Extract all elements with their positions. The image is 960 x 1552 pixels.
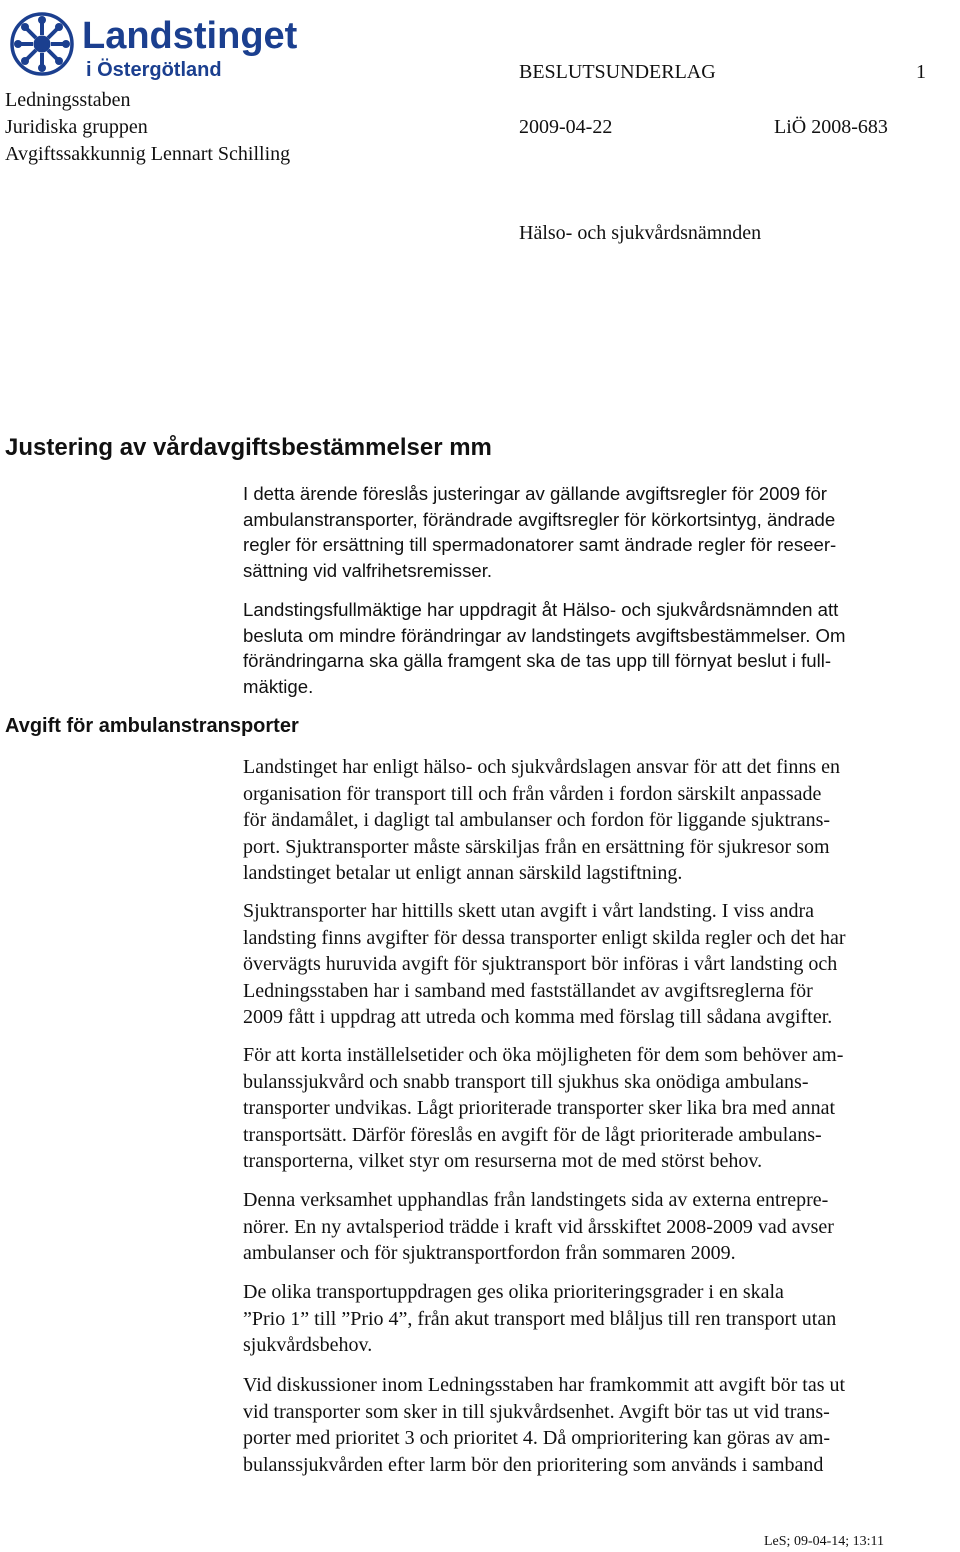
text-line: Landstinget har enligt hälso- och sjukvårdslagen ansvar för att det finns en (243, 756, 841, 778)
body-paragraph (243, 754, 959, 887)
intro-paragraph (243, 481, 959, 583)
page-number: 1 (916, 61, 926, 83)
text-line: förändringarna ska gälla framgent ska de tas upp till förnyat beslut i full- (243, 650, 832, 671)
intro-paragraph (243, 597, 959, 699)
body-paragraph (243, 1372, 959, 1478)
snowflake-emblem-icon (12, 14, 72, 74)
text-line: nörer. En ny avtalsperiod trädde i kraft vid årsskiftet 2008-2009 vad avser (243, 1215, 834, 1238)
text-line: ambulanstransporter, förändrade avgiftsregler för körkortsintyg, ändrade (243, 508, 836, 530)
text-line: regler för ersättning till spermadonatorer samt ändrade regler för reseer- (243, 534, 837, 555)
text-line: sättning vid valfrihetsremisser. (243, 559, 493, 581)
recipient: Hälso- och sjukvårdsnämnden (519, 222, 762, 244)
text-line: Denna verksamhet upphandlas från landstingets sida av externa entrepre- (243, 1189, 829, 1211)
text-line: ”Prio 1” till ”Prio 4”, från akut transport med blåljus till ren transport utan (243, 1307, 837, 1330)
text-line: De olika transportuppdragen ges olika prioriteringsgrader i en skala (243, 1281, 784, 1303)
footer-stamp: LeS; 09-04-14; 13:11 (764, 1534, 885, 1549)
text-line: landstinget betalar ut enligt annan särskild lagstiftning. (243, 862, 683, 884)
section-heading: Avgift för ambulanstransporter (5, 715, 299, 737)
text-line: transportsätt. Därför föreslås en avgift för de lågt prioriterade ambulans- (243, 1123, 822, 1146)
text-line: Landstingsfullmäktige har uppdragit åt Hälso- och sjukvårdsnämnden att (243, 599, 839, 620)
text-line: Vid diskussioner inom Ledningsstaben har framkommit att avgift bör tas ut (243, 1374, 846, 1396)
body-paragraph (243, 1279, 959, 1359)
text-line: landsting finns avgifter för dessa transporter enligt skilda regler och det har (243, 926, 846, 949)
text-line: I detta ärende föreslås justeringar av gällande avgiftsregler för 2009 för (243, 483, 827, 504)
text-line: transporterna, vilket styr om resurserna mot de med störst behov. (243, 1150, 763, 1172)
text-line: Ledningsstaben har i samband med fastställandet av avgiftsreglerna för (243, 979, 813, 1002)
text-line: För att korta inställelsetider och öka möjligheten för dem som behöver am- (243, 1044, 844, 1066)
department-line: Ledningsstaben (5, 89, 131, 111)
text-line: transporter undvikas. Lågt prioriterade transporter sker lika bra med annat (243, 1097, 836, 1119)
text-line: port. Sjuktransporter måste särskiljas från en ersättning för sjukresor som (243, 835, 830, 858)
group-line: Juridiska gruppen (5, 116, 148, 138)
text-line: bulanssjukvården efter larm bör den prioritering som används i samband (243, 1453, 824, 1476)
text-line: vid transporter som sker in till sjukvårdsenhet. Avgift bör tas ut vid trans- (243, 1400, 830, 1423)
text-line: Sjuktransporter har hittills skett utan avgift i vårt landsting. I viss andra (243, 900, 815, 922)
text-line: mäktige. (243, 675, 314, 697)
body-paragraph (243, 1187, 959, 1267)
document-type: BESLUTSUNDERLAG (519, 61, 716, 83)
text-line: bulanssjukvård och snabb transport till sjukhus ska onödiga ambulans- (243, 1070, 809, 1093)
text-line: sjukvårdsbehov. (243, 1334, 373, 1356)
author-line: Avgiftssakkunnig Lennart Schilling (5, 143, 291, 165)
text-line: övervägts huruvida avgift för sjuktransport bör införas i vårt landsting och (243, 953, 838, 975)
text-line: besluta om mindre förändringar av landstingets avgiftsbestämmelser. Om (243, 624, 846, 646)
text-line: porter med prioritet 3 och prioritet 4. Då omprioritering kan göras av am- (243, 1427, 831, 1449)
document-date: 2009-04-22 (519, 116, 613, 138)
logo-subtitle: i Östergötland (86, 59, 222, 81)
text-line: organisation för transport till och från vården i fordon särskilt anpassade (243, 782, 822, 805)
reference-number: LiÖ 2008-683 (774, 116, 888, 138)
text-line: för ändamålet, i dagligt tal ambulanser och fordon för liggande sjuktrans- (243, 809, 831, 831)
page-title: Justering av vårdavgiftsbestämmelser mm (5, 434, 492, 461)
body-paragraph (243, 1042, 959, 1175)
body-paragraph (243, 898, 959, 1031)
logo-wordmark: Landstinget (82, 15, 298, 57)
text-line: 2009 fått i uppdrag att utreda och komma med förslag till sådana avgifter. (243, 1006, 833, 1028)
landstinget-logo (6, 8, 306, 82)
text-line: ambulanser och för sjuktransportfordon från sommaren 2009. (243, 1242, 736, 1264)
